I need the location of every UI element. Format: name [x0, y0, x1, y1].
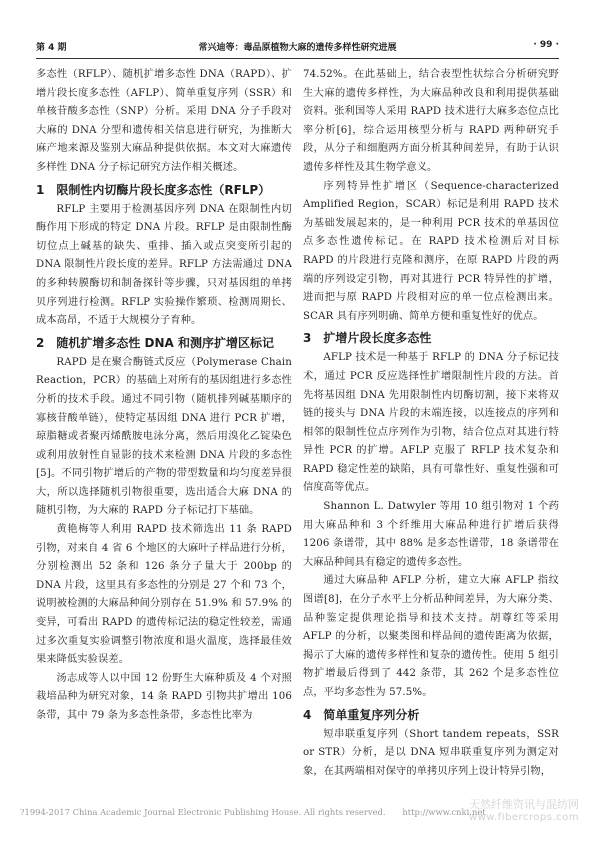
right-column: [303, 66, 559, 781]
section-3-heading: 3 扩增片段长度多态性: [303, 331, 432, 346]
copyright-footer: ?1994-2017 China Academic Journal Electronic Publishing House. All rights reserved. http://www.cnki.net: [20, 807, 486, 817]
header-rule: [36, 58, 559, 59]
running-title: 常兴迪等：毒品原植物大麻的遗传多样性研究进展: [198, 43, 397, 53]
section-2-paragraph-2: 黄艳梅等人利用 RAPD 技术筛选出 11 条 RAPD 引物，对来自 4 省 6 个地区的大麻叶子样品进行分析，分别检测出 52 条和 126 条分子量大于 200bp 的 DNA 片段，这里具有多态性的分别是 27 个和 73 个，说明被检测的大麻品种间分别存在 51.9% 和 57.9% 的变异，可看出 RAPD 的遗传标记法的稳定性较差，需通过多次重复实验调整引物浓度和退火温度，选择最佳效果来降低实验误差。: [36, 524, 292, 666]
section-4-heading: 4 简单重复序列分析: [303, 707, 420, 722]
watermark-line-2: www.fibercrops.com: [468, 812, 579, 823]
scar-paragraph: 序列特异性扩增区（Sequence-characterized Amplified Region，SCAR）标记是利用 RAPD 技术为基础发展起来的，是一种利用 PCR 技术的单基因位点多态性遗传标记。在 RAPD 技术检测后对目标 RAPD 的片段进行克隆和测序，在原 RAPD 片段的两端的序列设定引物，再对其进行 PCR 特异性的扩增，进而把与原 RAPD 片段相对应的单一位点检测出来。SCAR 具有序列明确、简单方便和重复性好的优点。: [303, 180, 559, 322]
running-header: [36, 40, 559, 56]
issue-number: 第 4 期: [36, 43, 67, 53]
left-column: [36, 66, 292, 726]
section-4-paragraph: 短串联重复序列（Short tandem repeats，SSR or STR）分析，是以 DNA 短串联重复序列为测定对象，在其两端相对保守的单拷贝序列上设计特异引物，: [303, 728, 559, 777]
watermark-line-1: 天然纤维资讯与混纺网: [469, 798, 579, 811]
section-3-paragraph-3: 通过大麻品种 AFLP 分析，建立大麻 AFLP 指纹图谱[8]，在分子水平上分析品种间差异，为大麻分类、品种鉴定提供理论指导和技术支持。胡尊红等采用 AFLP 的分析，以聚类图和样品间的遗传距离为依据，揭示了大麻的遗传多样性和复杂的遗传性。使用 5 组引物扩增最后得到了 442 条带，其 262 个是多态性位点，平均多态性为 57.5%。: [303, 575, 559, 698]
section-2-paragraph-3: 汤志成等人以中国 12 份野生大麻种质及 4 个对照栽培品种为研究对象，14 条 RAPD 引物共扩增出 106 条带，其中 79 条为多态性条带，多态性比率为: [36, 672, 292, 721]
section-3-paragraph-2: Shannon L. Datwyler 等用 10 组引物对 1 个药用大麻品种和 3 个纤维用大麻品种进行扩增后获得 1206 条谱带，其中 88% 是多态性谱带，18 条谱带在大麻品种间具有稳定的遗传多态性。: [303, 501, 559, 568]
intro-paragraph: 多态性（RFLP）、随机扩增多态性 DNA（RAPD）、扩增片段长度多态性（AFLP）、简单重复序列（SSR）和单核苷酸多态性（SNP）分析。采用 DNA 分子手段对大麻的 DNA 分型和遗传相关信息进行研究，为推断大麻产地来源及鉴别大麻品种提供依据。本文对大麻遗传多样性 DNA 分子标记研究方法作相关概述。: [36, 69, 292, 173]
section-1-paragraph: RFLP 主要用于检测基因序列 DNA 在限制性内切酶作用下形成的特定 DNA 片段。RFLP 是由限制性酶切位点上碱基的缺失、重排、插入或点突变所引起的 DNA 限制性片段长度的差异。RFLP 方法需通过 DNA 的多种转膜酶切和制备探针等步骤，只对基因组的单拷贝序列进行检测。RFLP 实验操作繁琐、检测周期长、成本高昂，不适于大规模分子育种。: [36, 203, 292, 327]
section-1-heading: 1 限制性内切酶片段长度多态性（RFLP）: [36, 182, 271, 197]
continued-paragraph: 74.52%。在此基础上，结合表型性状综合分析研究野生大麻的遗传多样性，为大麻品种改良和利用提供基础资料。张利国等人采用 RAPD 技术进行大麻多态位点比率分析[6]，综合运用核型分析与 RAPD 两种研究手段，从分子和细胞两方面分析其种间差异，有助于认识遗传多样性及其生物学意义。: [303, 69, 559, 173]
section-2-paragraph-1: RAPD 是在聚合酶链式反应（Polymerase Chain Reaction，PCR）的基础上对所有的基因组进行多态性分析的技术手段。通过不同引物（随机排列碱基顺序的寡核苷酸单链），使特定基因组 DNA 进行 PCR 扩增，琼脂糖或者聚丙烯酰胺电泳分离，然后用溴化乙锭染色或利用放射性自显影的技术来检测 DNA 片段的多态性[5]。不同引物扩增后的产物的带型数量和均匀度差异很大，所以选择随机引物很重要，选出适合大麻 DNA 的随机引物，为大麻的 RAPD 分子标记打下基础。: [36, 356, 292, 517]
page-number: · 99 ·: [533, 40, 559, 50]
section-2-heading: 2 随机扩增多态性 DNA 和测序扩增区标记: [36, 335, 274, 350]
section-3-paragraph-1: AFLP 技术是一种基于 RFLP 的 DNA 分子标记技术，通过 PCR 反应选择性扩增限制性片段的方法。首先将基因组 DNA 先用限制性内切酶切割，接下来将双链的接头与 DNA 片段的末端连接，以连接点的序列和相邻的限制性位点序列作为引物，结合位点对其进行特异性 PCR 的扩增。AFLP 克服了 RFLP 技术复杂和 RAPD 稳定性差的缺陷，具有可靠性好、重复性强和可信度高等优点。: [303, 352, 559, 494]
site-watermark: [469, 796, 579, 823]
